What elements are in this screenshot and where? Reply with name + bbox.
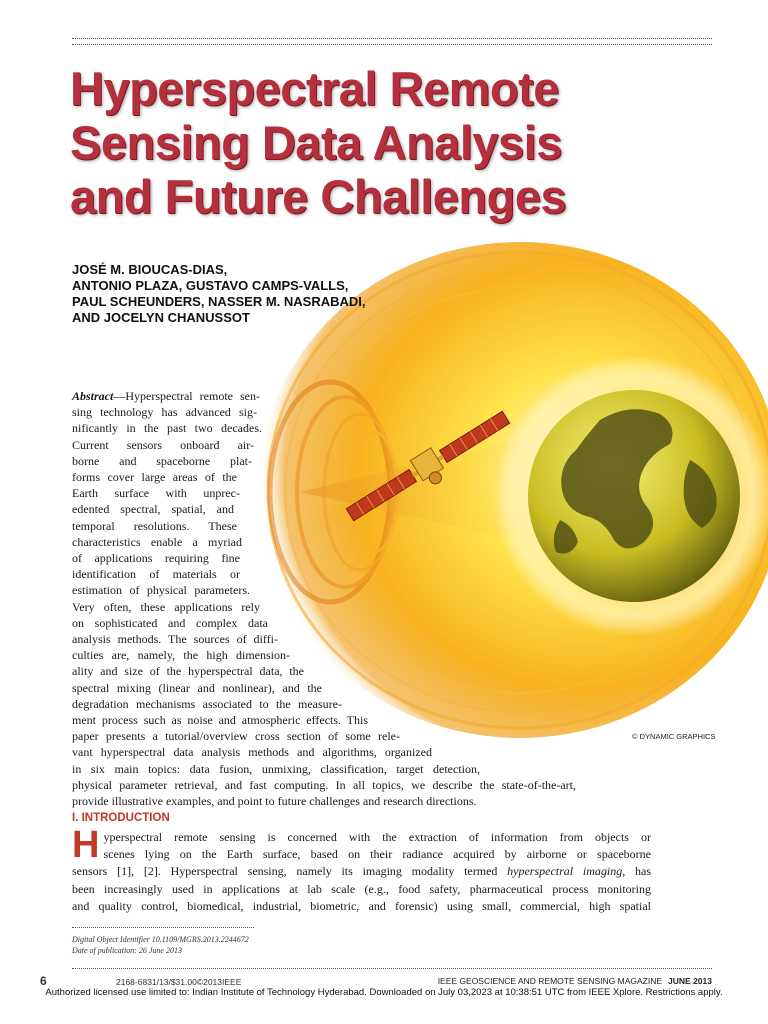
intro-line-1: yperspectral remote sensing is concerned with the extraction of information from objects or: [103, 830, 651, 844]
abstract-line-18: ality and size of the hyperspectral data, the: [72, 664, 304, 679]
abstract-line-10: characteristics enable a myriad: [72, 534, 242, 549]
author-line-4: AND JOCELYN CHANUSSOT: [72, 310, 250, 325]
abstract-line-2: sing technology has advanced sig-: [72, 405, 257, 420]
intro-line-3-text: sensors [1], [2]. Hyperspectral sensing, namely its imaging modality termed: [72, 864, 508, 879]
issue-date: JUNE 2013: [668, 976, 712, 986]
abstract-line-22: paper presents a tutorial/overview cross section of some rele-: [72, 729, 400, 744]
footnote: [72, 934, 249, 956]
title-line-3: and Future Challenges: [70, 170, 567, 223]
license-notice: Authorized licensed use limited to: Indian Institute of Technology Hyderabad. Downloaded on July 03,2023 at 10:38:51 UTC from IEEE Xplore. Restrictions apply.: [45, 987, 723, 998]
abstract-line-8: edented spectral, spatial, and: [72, 502, 234, 517]
abstract-label: Abstract: [72, 389, 114, 403]
abstract-line-6: forms cover large areas of the: [72, 470, 237, 485]
introduction-paragraph: [72, 824, 651, 915]
page-number: 6: [40, 974, 47, 988]
abstract-line-11: of applications requiring fine: [72, 551, 240, 566]
section-heading: I. INTRODUCTION: [72, 812, 170, 824]
intro-line-3-end: , has: [622, 864, 651, 879]
abstract-line-17: culties are, namely, the high dimension-: [72, 648, 290, 663]
intro-line-4: been increasingly used in applications at lab scale (e.g., food safety, pharmaceutical process monitoring: [72, 881, 651, 896]
author-line-2: ANTONIO PLAZA, GUSTAVO CAMPS-VALLS,: [72, 278, 349, 293]
abstract-line-23: vant hyperspectral data analysis methods and algorithms, organized: [72, 745, 432, 760]
image-credit: © DYNAMIC GRAPHICS: [632, 732, 716, 741]
drop-cap: H: [72, 824, 100, 866]
intro-line-3: [72, 863, 651, 880]
doi: Digital Object Identifier 10.1109/MGRS.2013.2244672: [72, 935, 249, 944]
journal-name: [438, 976, 712, 986]
title-line-2: Sensing Data Analysis: [70, 116, 562, 169]
intro-italic-term: hyperspectral imaging: [507, 864, 623, 879]
author-line-3: PAUL SCHEUNDERS, NASSER M. NASRABADI,: [72, 294, 366, 309]
article-title: [70, 62, 630, 224]
abstract-line-1: [72, 388, 260, 404]
author-line-1: JOSÉ M. BIOUCAS-DIAS,: [72, 262, 228, 277]
journal-title: IEEE GEOSCIENCE AND REMOTE SENSING MAGAZINE: [437, 976, 663, 986]
abstract-line-21: ment process such as noise and atmospheric effects. This: [72, 713, 368, 728]
abstract-line-26: provide illustrative examples, and point to future challenges and research directions.: [72, 794, 477, 809]
footnote-rule: [72, 927, 254, 928]
intro-line-2: scenes lying on the Earth surface, based on their radiance acquired by airborne or spaceborne: [103, 847, 651, 862]
abstract-dash: —: [113, 389, 126, 403]
abstract-line-12: identification of materials or: [72, 567, 240, 582]
title-line-1: Hyperspectral Remote: [70, 62, 559, 115]
abstract-line-19: spectral mixing (linear and nonlinear), and the: [72, 680, 322, 695]
publication-date: Date of publication: 26 June 2013: [72, 946, 182, 955]
abstract-line-7: Earth surface with unprec-: [72, 486, 240, 501]
author-list: [72, 262, 392, 326]
abstract-line-9: temporal resolutions. These: [72, 518, 237, 533]
abstract-line-15: on sophisticated and complex data: [72, 615, 268, 630]
abstract-line-13: estimation of physical parameters.: [72, 583, 250, 598]
issn-price: 2168-6831/13/$31.00©2013IEEE: [116, 977, 242, 987]
abstract-line-1-text: Hyperspectral remote sen-: [125, 389, 260, 403]
abstract-line-16: analysis methods. The sources of diffi-: [72, 632, 278, 647]
abstract: [72, 388, 592, 809]
abstract-line-5: borne and spaceborne plat-: [72, 453, 252, 468]
abstract-line-20: degradation mechanisms associated to the measure-: [72, 696, 342, 711]
abstract-line-14: Very often, these applications rely: [72, 599, 260, 614]
abstract-line-25: physical parameter retrieval, and fast computing. In all topics, we describe the state-of-the-art,: [72, 777, 576, 792]
abstract-line-4: Current sensors onboard air-: [72, 437, 254, 452]
abstract-line-3: nificantly in the past two decades.: [72, 421, 262, 436]
intro-line-5: and quality control, biomedical, industrial, biometric, and forensic) using small, commercial, high spatial: [72, 898, 651, 913]
abstract-line-24: in six main topics: data fusion, unmixing, classification, target detection,: [72, 761, 480, 776]
bottom-dotted-rule: [72, 968, 712, 969]
